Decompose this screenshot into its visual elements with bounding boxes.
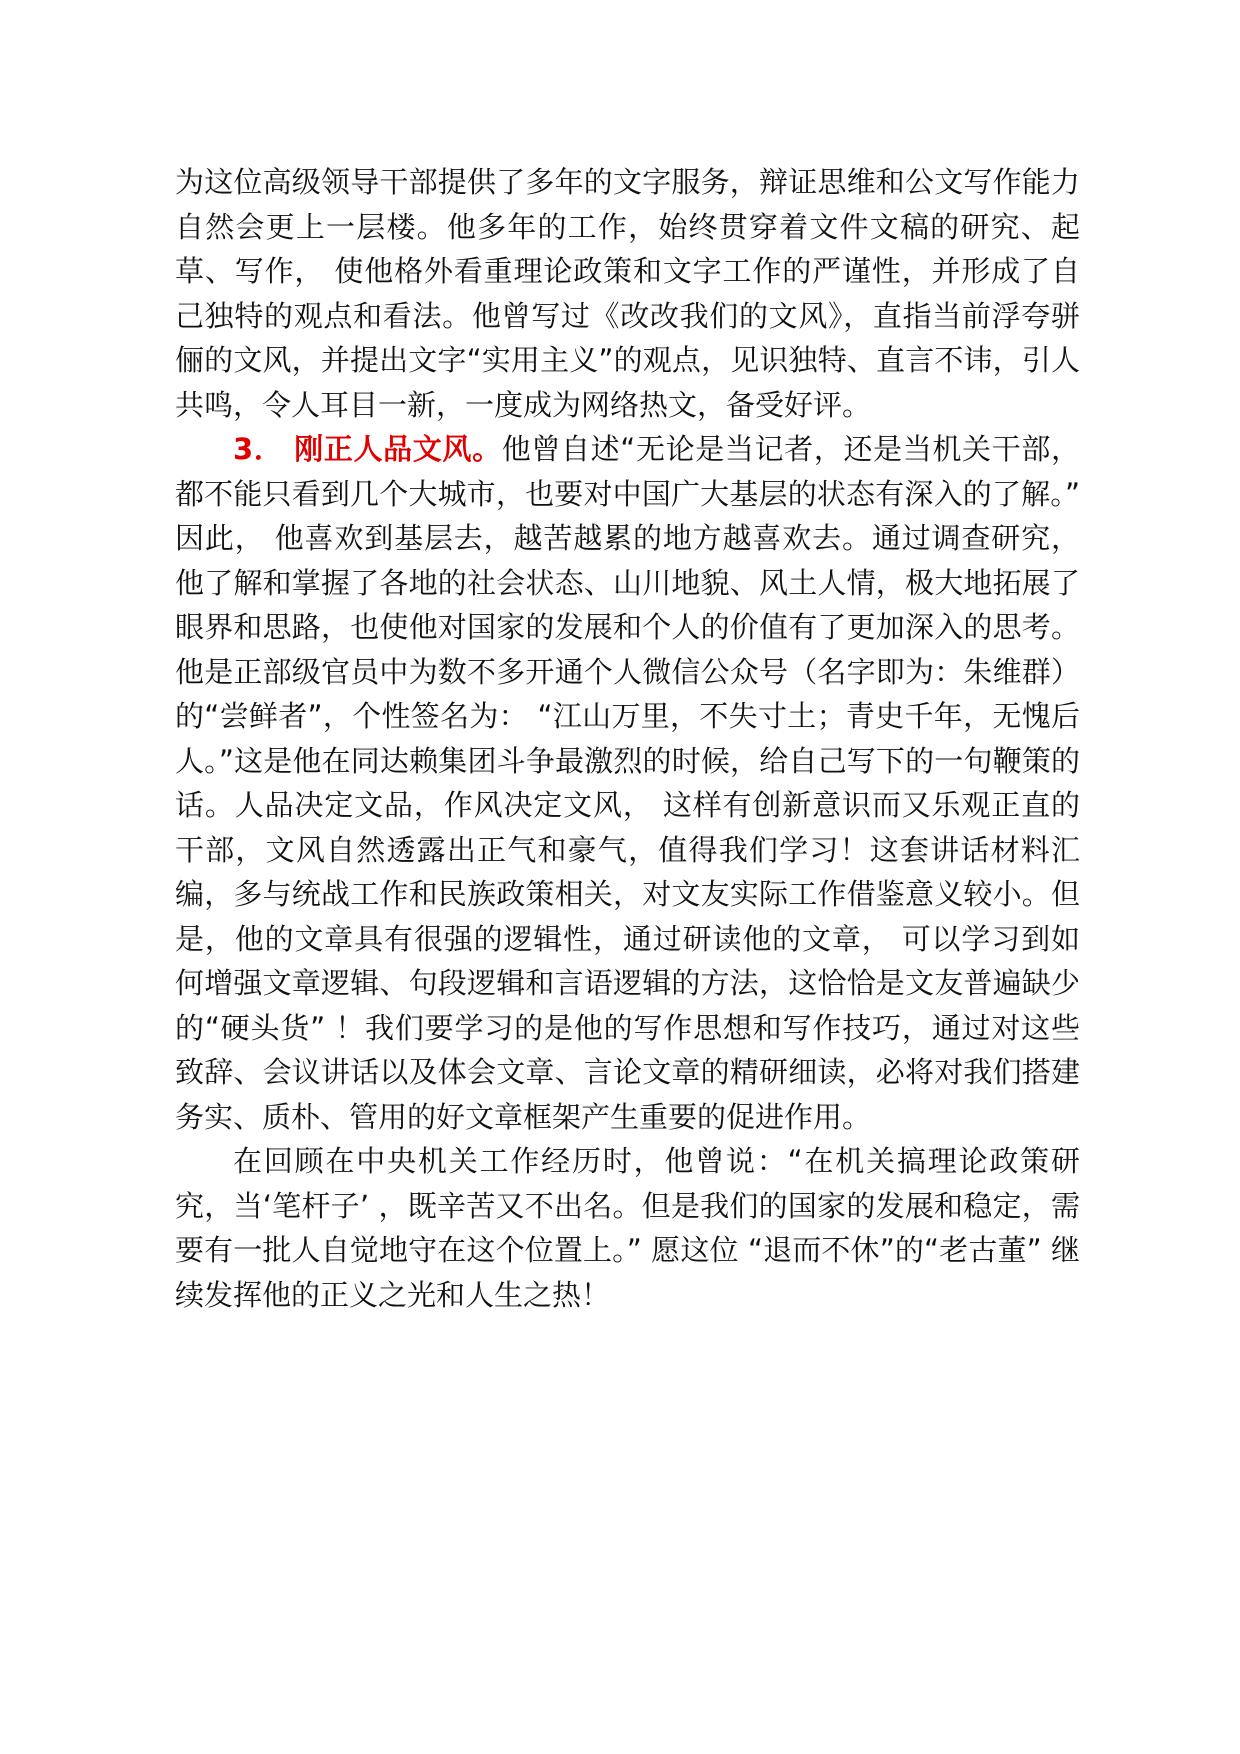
paragraph-1: 为这位高级领导干部提供了多年的文字服务，辩证思维和公文写作能力自然会更上一层楼。他多年的工作，始终贯穿着文件文稿的研究、起草、写作， 使他格外看重理论政策和文字工作的严谨性，并形成了自己独特的观点和看法。他曾写过《改改我们的文风》，直指当前浮夸骈俪的文风，并提出文字“实用主义”的观点，见识独特、直言不讳，引人共鸣，令人耳目一新，一度成为网络热文，备受好评。 — [175, 165, 1080, 422]
section-heading: 3． 刚正人品文风。 — [233, 432, 502, 466]
paragraph-3: 在回顾在中央机关工作经历时，他曾说：“在机关搞理论政策研究，当‘笔杆子’ ，既辛苦又不出名。但是我们的国家的发展和稳定，需要有一批人自觉地守在这个位置上。” 愿这位 “退而不休”的“老古董” 继续发挥他的正义之光和人生之热！ — [175, 1144, 1080, 1312]
document-body — [175, 160, 1080, 1317]
paragraph-2-body: 他曾自述“无论是当记者，还是当机关干部，都不能只看到几个大城市，也要对中国广大基层的状态有深入的了解。” 因此， 他喜欢到基层去，越苦越累的地方越喜欢去。通过调查研究，他了解和掌握了各地的社会状态、山川地貌、风土人情，极大地拓展了眼界和思路，也使他对国家的发展和个人的价值有了更加深入的思考。他是正部级官员中为数不多开通个人微信公众号（名字即为：朱维群）的“尝鲜者”，个性签名为： “江山万里，不失寸土；青史千年，无愧后人。”这是他在同达赖集团斗争最激烈的时候，给自己写下的一句鞭策的话。人品决定文品，作风决定文风， 这样有创新意识而又乐观正直的干部，文风自然透露出正气和豪气，值得我们学习！这套讲话材料汇编，多与统战工作和民族政策相关，对文友实际工作借鉴意义较小。但是，他的文章具有很强的逻辑性，通过研读他的文章， 可以学习到如何增强文章逻辑、句段逻辑和言语逻辑的方法，这恰恰是文友普遍缺少的“硬头货” ！我们要学习的是他的写作思想和写作技巧，通过对这些致辞、会议讲话以及体会文章、言论文章的精研细读，必将对我们搭建务实、质朴、管用的好文章框架产生重要的促进作用。 — [175, 432, 1080, 1134]
paragraph-2 — [175, 427, 1080, 1139]
